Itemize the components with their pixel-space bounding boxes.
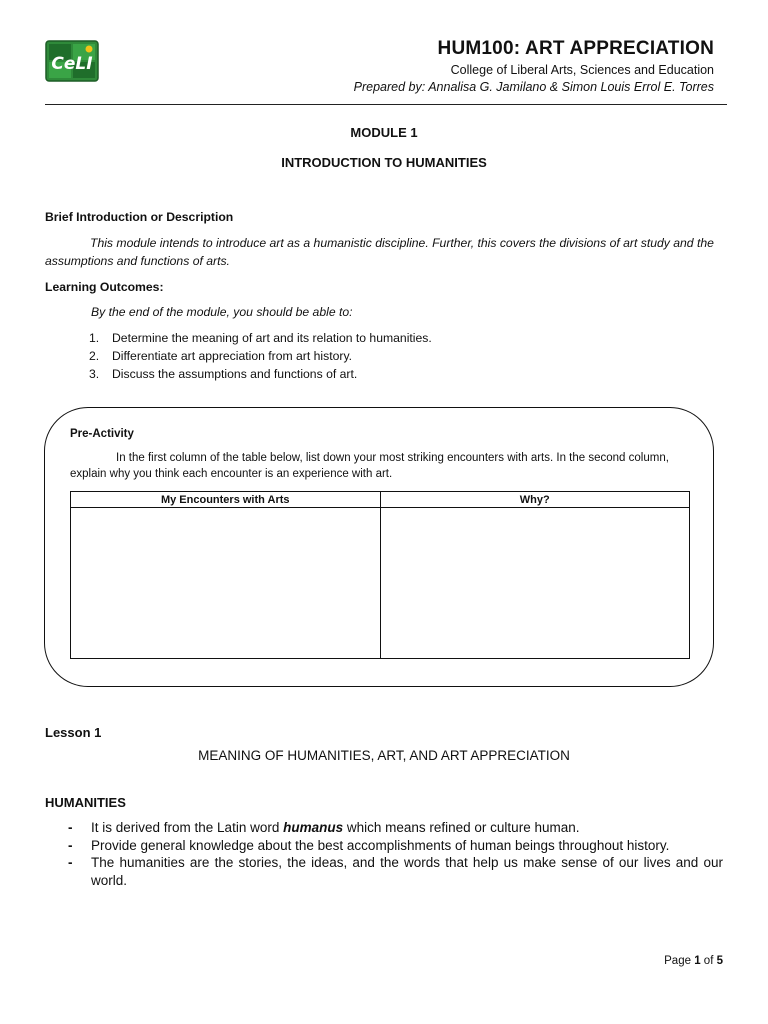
pre-activity-heading: Pre-Activity <box>70 428 134 440</box>
outcomes-heading: Learning Outcomes: <box>45 280 164 294</box>
module-title: INTRODUCTION TO HUMANITIES <box>281 155 487 170</box>
list-item: 1. Determine the meaning of art and its relation to humanities. <box>89 331 432 345</box>
outcomes-lead: By the end of the module, you should be able to: <box>91 305 353 319</box>
column-header-encounters: My Encounters with Arts <box>71 492 381 508</box>
list-item: - Provide general knowledge about the best accomplishments of human beings throughout history. <box>68 837 670 853</box>
module-number: MODULE 1 <box>350 125 418 140</box>
list-item: - It is derived from the Latin word humanus which means refined or culture human. <box>68 820 580 835</box>
prepared-by: Prepared by: Annalisa G. Jamilano & Simon Louis Errol E. Torres <box>353 80 714 94</box>
course-title: HUM100: ART APPRECIATION <box>437 38 714 59</box>
college-logo <box>45 40 99 82</box>
page-number: Page 1 of 5 <box>664 955 723 967</box>
list-item: - The humanities are the stories, the ideas, and the words that help us make sense of our lives and our world. <box>68 855 723 888</box>
lesson-title: MEANING OF HUMANITIES, ART, AND ART APPRECIATION <box>198 748 570 763</box>
section-heading-humanities: HUMANITIES <box>45 795 126 810</box>
why-cell[interactable] <box>380 508 690 659</box>
list-item: 3. Discuss the assumptions and functions of art. <box>89 367 358 381</box>
list-item: 2. Differentiate art appreciation from art history. <box>89 349 353 363</box>
encounters-table <box>70 491 690 659</box>
college-name: College of Liberal Arts, Sciences and Education <box>450 63 714 77</box>
lesson-label: Lesson 1 <box>45 725 102 740</box>
header-divider <box>45 104 727 105</box>
svg-text:CeLI: CeLI <box>51 54 93 74</box>
intro-body: This module intends to introduce art as a humanistic discipline. Further, this covers the divisions of art study and the assumptions and functions of arts. <box>45 236 714 268</box>
outcomes-list <box>89 329 432 383</box>
encounters-cell[interactable] <box>71 508 381 659</box>
intro-heading: Brief Introduction or Description <box>45 210 234 224</box>
pre-activity-instructions: In the first column of the table below, list down your most striking encounters with arts. In the second column, explain why you think each encounter is an experience with art. <box>70 452 669 480</box>
humanities-bullets <box>68 819 723 889</box>
column-header-why: Why? <box>380 492 690 508</box>
